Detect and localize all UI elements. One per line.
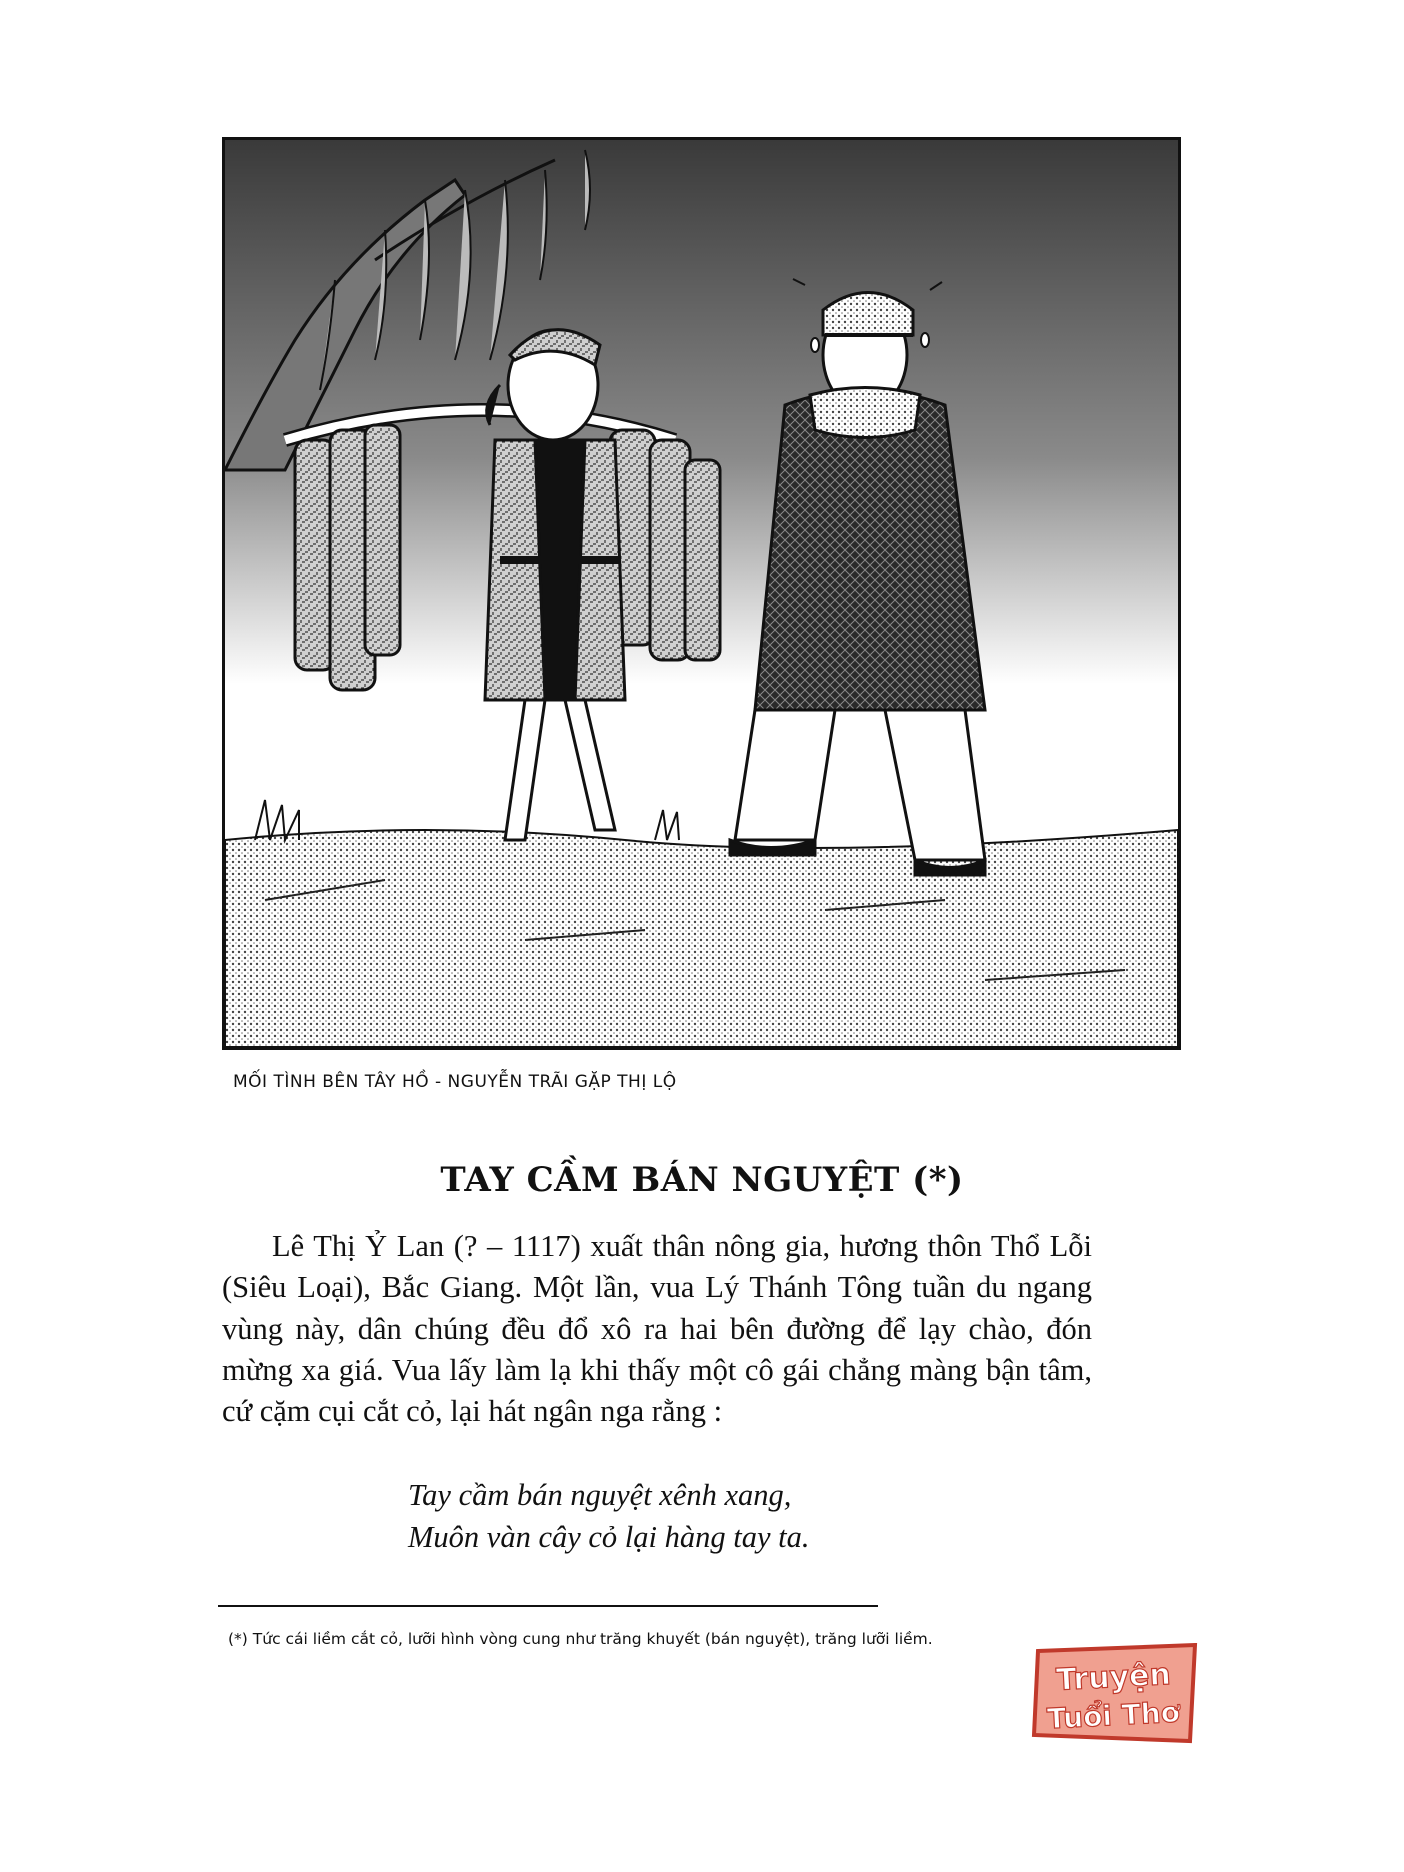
footnote-divider bbox=[218, 1605, 878, 1607]
publisher-logo bbox=[1030, 1643, 1200, 1747]
svg-text:Tuổi Thơ: Tuổi Thơ bbox=[1046, 1695, 1181, 1736]
svg-text:Truyện: Truyện bbox=[1055, 1657, 1172, 1698]
truyen-tuoi-tho-logo-icon bbox=[1030, 1643, 1200, 1747]
section-title: TAY CẦM BÁN NGUYỆT (*) bbox=[440, 1160, 964, 1200]
comic-illustration-icon bbox=[225, 140, 1178, 1047]
footnote: (*) Tức cái liềm cắt cỏ, lưỡi hình vòng cung như trăng khuyết (bán nguyệt), trăng lưỡi liềm. bbox=[228, 1630, 933, 1648]
verse-line-2: Muôn vàn cây cỏ lại hàng tay ta. bbox=[408, 1520, 810, 1554]
comic-illustration bbox=[222, 137, 1181, 1050]
verse-block bbox=[408, 1474, 810, 1558]
illustration-caption: MỐI TÌNH BÊN TÂY HỒ - NGUYỄN TRÃI GẶP THỊ LỘ bbox=[233, 1072, 677, 1092]
verse-line-1: Tay cầm bán nguyệt xênh xang, bbox=[408, 1478, 792, 1512]
body-paragraph: Lê Thị Ỷ Lan (? – 1117) xuất thân nông gia, hương thôn Thổ Lỗi (Siêu Loại), Bắc Giang. Một lần, vua Lý Thánh Tông tuần du ngang vùng này, dân chúng đều đổ xô ra hai bên đường để lạy chào, đón mừng xa giá. Vua lấy làm lạ khi thấy một cô gái chẳng màng bận tâm, cứ cặm cụi cắt cỏ, lại hát ngân nga rằng : bbox=[222, 1229, 1092, 1429]
